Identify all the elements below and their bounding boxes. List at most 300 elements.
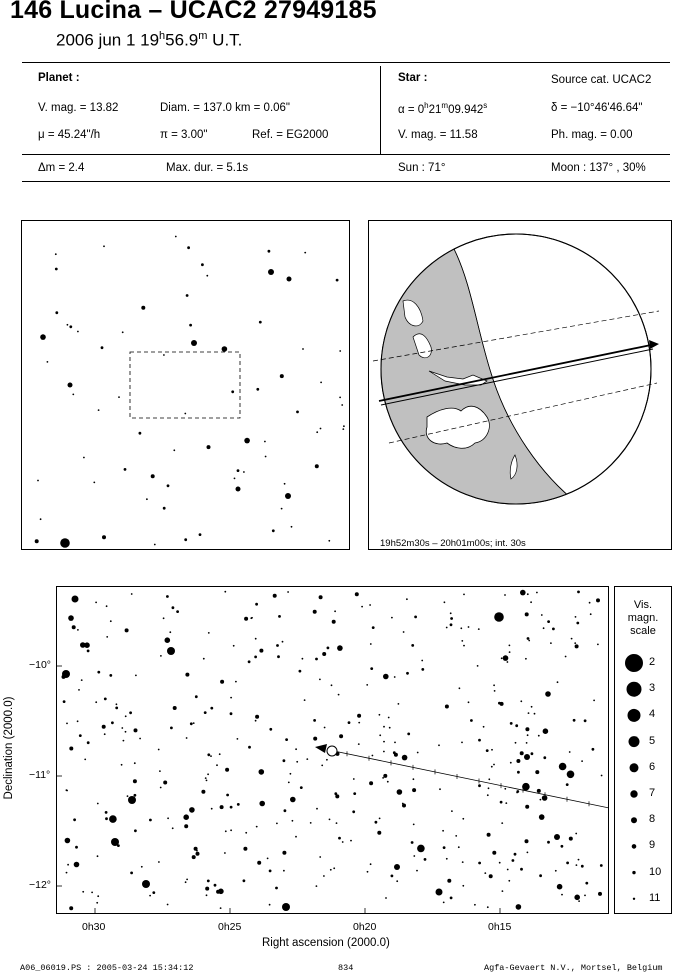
star-dot bbox=[446, 858, 448, 860]
star-dot bbox=[421, 668, 424, 671]
star-dot bbox=[206, 780, 208, 782]
star-dot bbox=[256, 388, 259, 391]
star-ra-minutes: 21 bbox=[428, 103, 442, 116]
star-dot bbox=[450, 617, 453, 620]
star-dot bbox=[330, 869, 332, 871]
star-dot bbox=[259, 801, 265, 807]
star-dot bbox=[510, 762, 512, 764]
star-dot bbox=[207, 880, 210, 883]
star-dot bbox=[220, 680, 224, 684]
star-dot bbox=[477, 665, 479, 667]
star-dot bbox=[406, 672, 409, 675]
star-dot bbox=[462, 861, 464, 863]
star-dot bbox=[237, 738, 239, 740]
bright-star-dot bbox=[554, 834, 560, 840]
star-dot bbox=[493, 764, 495, 766]
star-dot bbox=[331, 684, 333, 686]
star-dot bbox=[486, 749, 489, 752]
bright-star-dot bbox=[436, 889, 443, 896]
star-dot bbox=[199, 533, 202, 536]
star-dot bbox=[35, 539, 39, 543]
star-dot bbox=[222, 346, 228, 352]
scale-title-line-3: scale bbox=[630, 625, 656, 637]
star-dot bbox=[66, 789, 68, 791]
star-dot bbox=[470, 719, 473, 722]
star-dot bbox=[372, 755, 374, 757]
star-dot bbox=[68, 615, 74, 621]
star-dot bbox=[383, 741, 385, 743]
star-dot bbox=[403, 631, 405, 633]
star-dot bbox=[193, 722, 195, 724]
star-dot bbox=[327, 647, 330, 650]
star-dot bbox=[284, 483, 286, 485]
star-dot bbox=[491, 749, 493, 751]
star-dot bbox=[358, 743, 360, 745]
star-dot bbox=[244, 438, 250, 444]
star-dot bbox=[201, 790, 205, 794]
star-dot bbox=[541, 614, 543, 616]
y-axis-title: Declination (2000.0) bbox=[3, 696, 15, 800]
star-dot bbox=[342, 428, 344, 430]
star-dot bbox=[421, 660, 423, 662]
star-dot bbox=[515, 742, 517, 744]
star-dot bbox=[211, 808, 213, 810]
star-dot bbox=[84, 759, 86, 761]
star-dot bbox=[414, 616, 417, 619]
star-dot bbox=[259, 769, 265, 775]
star-dot bbox=[219, 753, 221, 755]
star-dot bbox=[525, 612, 529, 616]
star-dot bbox=[313, 719, 316, 722]
star-dot bbox=[78, 689, 80, 691]
star-dot bbox=[411, 644, 414, 647]
bright-star-dot bbox=[68, 383, 73, 388]
star-dot bbox=[204, 711, 207, 714]
star-dot bbox=[600, 864, 603, 867]
star-dot bbox=[104, 733, 106, 735]
star-dot bbox=[412, 788, 416, 792]
star-dot bbox=[304, 699, 306, 701]
star-dot bbox=[172, 827, 174, 829]
star-dot bbox=[581, 865, 584, 868]
star-dot bbox=[160, 787, 162, 789]
time-system: U.T. bbox=[207, 30, 243, 50]
star-dot bbox=[501, 657, 503, 659]
star-dot bbox=[248, 660, 251, 663]
star-dot bbox=[566, 862, 569, 865]
star-dot bbox=[230, 697, 232, 699]
star-dot bbox=[589, 602, 591, 604]
star-dot bbox=[488, 778, 490, 780]
star-dot bbox=[158, 861, 160, 863]
star-dot bbox=[487, 794, 489, 796]
star-dot bbox=[75, 846, 78, 849]
star-dot bbox=[158, 749, 160, 751]
xtick-label-0h15: 0h15 bbox=[488, 921, 512, 933]
star-dot bbox=[276, 644, 279, 647]
scale-label-mag-2: 2 bbox=[649, 656, 656, 668]
globe-time-caption: 19h52m30s – 20h01m00s; int. 30s bbox=[380, 538, 526, 549]
star-dot bbox=[272, 529, 275, 532]
star-dot bbox=[290, 797, 296, 803]
ytick-label-10: −10° bbox=[29, 659, 52, 671]
star-dot bbox=[163, 617, 165, 619]
star-dot bbox=[87, 741, 90, 744]
planet-diameter: Diam. = 137.0 km = 0.06" bbox=[160, 102, 291, 114]
star-dot bbox=[539, 874, 542, 877]
star-dot bbox=[571, 638, 573, 640]
star-dot bbox=[446, 627, 448, 629]
star-dot bbox=[438, 744, 440, 746]
header-column-divider bbox=[380, 66, 381, 154]
star-dot bbox=[450, 612, 452, 614]
event-datetime bbox=[56, 30, 242, 51]
star-dot bbox=[413, 824, 415, 826]
scale-dot-mag-5 bbox=[629, 736, 640, 747]
star-dot bbox=[69, 325, 72, 328]
star-dot bbox=[97, 671, 100, 674]
planet-motion: μ = 45.24"/h bbox=[38, 129, 101, 141]
star-dot bbox=[402, 755, 408, 761]
star-dot bbox=[269, 728, 272, 731]
star-dot bbox=[527, 637, 530, 640]
scale-label-mag-11: 11 bbox=[649, 891, 661, 904]
bright-star-dot bbox=[167, 647, 175, 655]
footer-file-info: A06_06019.PS : 2005-03-24 15:34:12 bbox=[20, 963, 194, 973]
star-dot bbox=[187, 246, 190, 249]
star-dot bbox=[300, 786, 303, 789]
star-dot bbox=[167, 817, 169, 819]
star-dot bbox=[451, 810, 453, 812]
star-dot bbox=[531, 706, 533, 708]
star-dot bbox=[243, 879, 246, 882]
star-dot bbox=[444, 601, 446, 603]
star-dot bbox=[590, 613, 592, 615]
star-dot bbox=[189, 324, 192, 327]
star-dot bbox=[355, 592, 359, 596]
star-dot bbox=[389, 727, 391, 729]
star-dot bbox=[504, 788, 506, 790]
star-dot bbox=[555, 870, 557, 872]
star-dot bbox=[163, 781, 167, 785]
star-dot bbox=[237, 469, 240, 472]
star-dot bbox=[379, 714, 381, 716]
star-dot bbox=[69, 906, 73, 910]
star-dot bbox=[55, 311, 58, 314]
star-dot bbox=[487, 906, 489, 908]
star-dot bbox=[97, 855, 99, 857]
star-dot bbox=[474, 904, 476, 906]
star-dot bbox=[255, 715, 259, 719]
star-dot bbox=[502, 890, 504, 892]
star-dot bbox=[245, 832, 247, 834]
star-dot bbox=[462, 885, 464, 887]
star-dot bbox=[275, 887, 278, 890]
star-dot bbox=[296, 411, 299, 414]
star-dot bbox=[424, 858, 427, 861]
star-dot bbox=[256, 826, 258, 828]
star-declination: δ = −10°46'46.64" bbox=[551, 102, 643, 114]
star-dot bbox=[72, 394, 74, 396]
star-map-panel bbox=[56, 586, 609, 914]
star-dot bbox=[67, 324, 69, 326]
star-dot bbox=[542, 795, 548, 801]
scale-label-mag-9: 9 bbox=[649, 839, 656, 852]
star-dot bbox=[372, 626, 375, 629]
star-dot bbox=[329, 819, 331, 821]
star-dot bbox=[333, 867, 335, 869]
page-title: 146 Lucina – UCAC2 27949185 bbox=[10, 0, 377, 24]
star-dot bbox=[269, 904, 271, 906]
scale-dot-mag-8 bbox=[631, 817, 637, 823]
star-dot bbox=[254, 656, 257, 659]
star-dot bbox=[205, 887, 209, 891]
star-dot bbox=[127, 795, 129, 797]
star-dot bbox=[315, 464, 319, 468]
star-dot bbox=[336, 822, 338, 824]
scale-title-line-2: magn. bbox=[627, 612, 659, 624]
star-dot bbox=[382, 777, 384, 779]
star-dot bbox=[265, 456, 267, 458]
bright-star-dot bbox=[494, 612, 504, 622]
star-dot bbox=[413, 778, 415, 780]
star-dot bbox=[77, 720, 79, 722]
star-dot bbox=[185, 673, 189, 677]
star-dot bbox=[40, 334, 46, 340]
star-dot bbox=[110, 620, 112, 622]
event-date: 2006 jun 1 19 bbox=[56, 30, 160, 50]
star-dot bbox=[269, 870, 272, 873]
max-duration: Max. dur. = 5.1s bbox=[166, 162, 249, 174]
bright-star-dot bbox=[236, 487, 241, 492]
star-dot bbox=[559, 763, 567, 771]
star-dot bbox=[535, 770, 539, 774]
star-dot bbox=[276, 823, 278, 825]
star-dot bbox=[295, 836, 297, 838]
star-dot bbox=[101, 346, 104, 349]
star-dot bbox=[194, 847, 198, 851]
star-ra-seconds: 09.942 bbox=[448, 103, 484, 116]
scale-title-line-1: Vis. bbox=[633, 599, 653, 611]
scale-dot-mag-3 bbox=[627, 682, 642, 697]
sun-elongation: Sun : 71° bbox=[398, 162, 446, 174]
header-rule-top bbox=[22, 62, 670, 63]
star-dot bbox=[565, 656, 567, 658]
time-minutes: 56.9 bbox=[165, 30, 199, 50]
star-dot bbox=[383, 674, 389, 680]
star-dot bbox=[73, 818, 76, 821]
star-dot bbox=[105, 811, 108, 814]
star-dot bbox=[135, 675, 137, 677]
star-dot bbox=[394, 742, 396, 744]
star-dot bbox=[313, 610, 317, 614]
star-dot bbox=[133, 779, 137, 783]
bright-star-dot bbox=[285, 493, 291, 499]
star-dot bbox=[264, 441, 266, 443]
star-dot bbox=[324, 727, 326, 729]
star-dot bbox=[154, 544, 156, 546]
star-dot bbox=[134, 762, 136, 764]
star-dot bbox=[577, 591, 580, 594]
star-dot bbox=[370, 667, 373, 670]
star-dot bbox=[323, 875, 325, 877]
star-dot bbox=[134, 794, 137, 797]
star-dot bbox=[462, 818, 464, 820]
star-dot bbox=[284, 809, 287, 812]
star-dot bbox=[267, 858, 269, 860]
footer-page-number: 834 bbox=[338, 963, 354, 973]
star-ra-hours: α = 0 bbox=[398, 103, 425, 116]
star-dot bbox=[82, 891, 84, 893]
star-dot bbox=[394, 753, 398, 757]
star-dot bbox=[141, 306, 145, 310]
star-dot bbox=[398, 703, 400, 705]
star-dot bbox=[527, 593, 529, 595]
star-dot bbox=[353, 778, 355, 780]
star-dot bbox=[313, 737, 317, 741]
star-dot bbox=[220, 907, 222, 909]
star-dot bbox=[463, 594, 465, 596]
star-dot bbox=[192, 855, 196, 859]
star-dot bbox=[447, 879, 451, 883]
scale-dot-mag-10 bbox=[632, 871, 635, 874]
scale-dot-mag-11 bbox=[633, 898, 635, 900]
magnitude-scale-panel bbox=[614, 586, 672, 914]
star-dot bbox=[186, 737, 188, 739]
star-dot bbox=[77, 331, 79, 333]
star-dot bbox=[296, 761, 298, 763]
star-dot bbox=[366, 684, 368, 686]
star-dot bbox=[505, 802, 507, 804]
star-dot bbox=[334, 610, 336, 612]
star-dot bbox=[319, 679, 321, 681]
star-dot bbox=[525, 839, 529, 843]
star-dot bbox=[334, 792, 337, 795]
star-dot bbox=[278, 615, 281, 618]
star-dot bbox=[167, 904, 169, 906]
star-dot bbox=[575, 644, 579, 648]
star-dot bbox=[508, 880, 510, 882]
bright-star-dot bbox=[287, 277, 292, 282]
star-dot bbox=[231, 390, 234, 393]
finder-stars bbox=[35, 236, 345, 548]
star-dot bbox=[257, 861, 261, 865]
star-dot bbox=[139, 432, 142, 435]
star-dot bbox=[299, 670, 302, 673]
star-dot bbox=[348, 721, 351, 724]
globe-view bbox=[369, 221, 671, 549]
time-minute-unit: m bbox=[198, 30, 208, 42]
star-dot bbox=[509, 651, 511, 653]
star-dot bbox=[547, 620, 550, 623]
star-dot bbox=[183, 814, 189, 820]
star-dot bbox=[370, 643, 372, 645]
star-dot bbox=[131, 593, 133, 595]
star-dot bbox=[151, 474, 155, 478]
x-axis-title: Right ascension (2000.0) bbox=[262, 937, 390, 949]
star-dot bbox=[328, 540, 330, 542]
star-dot bbox=[336, 279, 339, 282]
star-dot bbox=[326, 759, 328, 761]
star-dot bbox=[407, 733, 410, 736]
star-dot bbox=[282, 851, 286, 855]
star-dot bbox=[208, 632, 210, 634]
star-dot bbox=[184, 413, 186, 415]
star-dot bbox=[383, 726, 385, 728]
scale-label-mag-8: 8 bbox=[649, 813, 656, 826]
star-dot bbox=[448, 881, 450, 883]
star-dot bbox=[37, 480, 39, 482]
star-dot bbox=[515, 724, 518, 727]
star-dot bbox=[224, 852, 226, 854]
star-dot bbox=[338, 837, 341, 840]
star-dot bbox=[494, 690, 496, 692]
star-dot bbox=[388, 717, 390, 719]
star-dot bbox=[375, 821, 378, 824]
star-dot bbox=[545, 691, 551, 697]
star-dot bbox=[527, 734, 529, 736]
star-dot bbox=[268, 250, 271, 253]
star-dot bbox=[566, 783, 569, 786]
star-dot bbox=[111, 721, 114, 724]
star-dot bbox=[169, 631, 171, 633]
star-dot bbox=[377, 831, 381, 835]
magnitude-drop: Δm = 2.4 bbox=[38, 162, 85, 174]
star-dot bbox=[255, 603, 258, 606]
star-dot bbox=[557, 681, 559, 683]
zoom-field-box bbox=[130, 352, 240, 418]
star-dot bbox=[230, 829, 232, 831]
globe-panel bbox=[368, 220, 672, 550]
star-dot bbox=[459, 687, 461, 689]
star-dot bbox=[383, 774, 387, 778]
star-dot bbox=[509, 645, 511, 647]
star-dot bbox=[160, 655, 162, 657]
bright-star-dot bbox=[62, 670, 70, 678]
path-direction-arrow bbox=[649, 340, 659, 349]
star-dot bbox=[569, 837, 573, 841]
star-dot bbox=[585, 882, 588, 885]
star-dot bbox=[322, 652, 326, 656]
star-dot bbox=[196, 852, 200, 856]
star-dot bbox=[391, 617, 393, 619]
star-dot bbox=[537, 789, 541, 793]
star-dot bbox=[576, 622, 579, 625]
star-dot bbox=[439, 788, 441, 790]
star-dot bbox=[175, 236, 177, 238]
star-dot bbox=[285, 738, 288, 741]
star-dot bbox=[339, 734, 343, 738]
star-dot bbox=[450, 897, 453, 900]
star-dot bbox=[124, 468, 127, 471]
star-dot bbox=[461, 742, 463, 744]
star-dot bbox=[592, 748, 595, 751]
star-dot bbox=[316, 808, 318, 810]
star-dot bbox=[96, 902, 98, 904]
xtick-label-0h20: 0h20 bbox=[353, 921, 377, 933]
star-dot bbox=[139, 738, 141, 740]
star-dot bbox=[478, 739, 481, 742]
star-dot bbox=[531, 752, 534, 755]
star-dot bbox=[525, 727, 529, 731]
star-dot bbox=[569, 751, 571, 753]
star-dot bbox=[40, 518, 42, 520]
star-dot bbox=[576, 864, 578, 866]
star-dot bbox=[283, 759, 286, 762]
star-dot bbox=[210, 707, 213, 710]
star-dot bbox=[501, 822, 503, 824]
star-dot bbox=[597, 644, 599, 646]
